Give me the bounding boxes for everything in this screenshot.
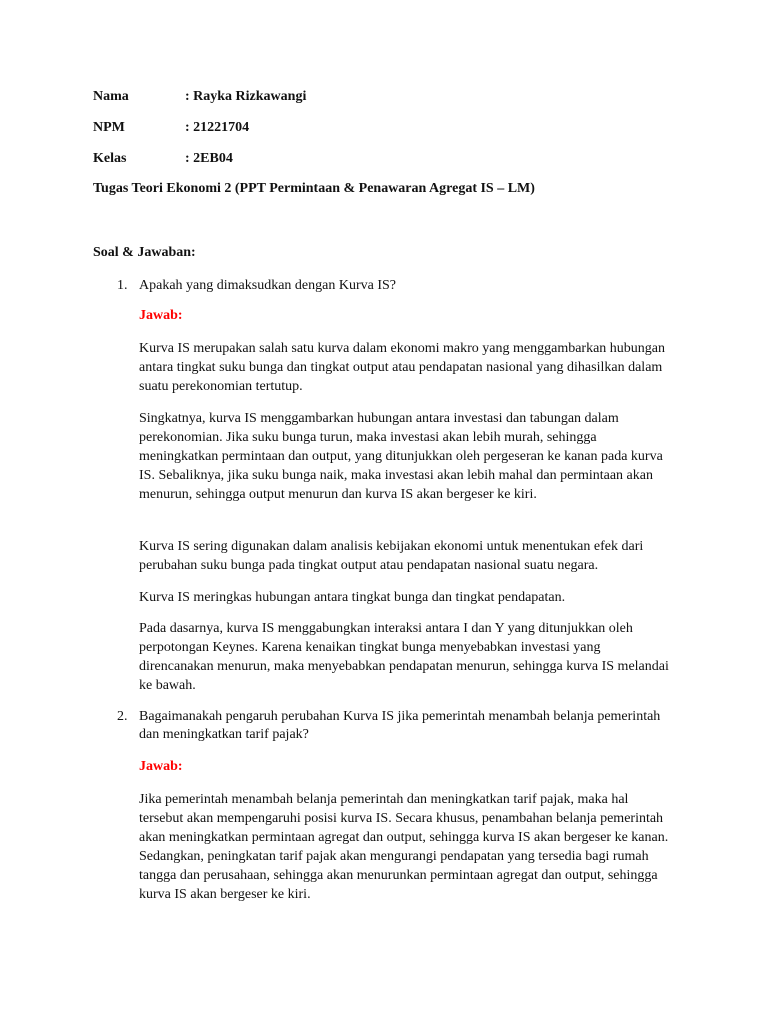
answer-2-paragraph-1: Jika pemerintah menambah belanja pemerintah dan meningkatkan tarif pajak, maka hal tersebut akan mempengaruhi posisi kurva IS. Secara khusus, penambahan belanja pemerintah akan meningkatkan permintaan agregat dan output, sehingga kurva IS akan bergeser ke kanan. Sedangkan, peningkatan tarif pajak akan mengurangi pendapatan yang tersedia bagi rumah tangga dan perusahaan, sehingga akan menurunkan permintaan agregat dan output, sehingga kurva IS akan bergeser ke kiri.	[139, 792, 669, 902]
answer-1-paragraph-1: Kurva IS merupakan salah satu kurva dalam ekonomi makro yang menggambarkan hubungan antara tingkat suku bunga dan tingkat output atau pendapatan nasional yang dihasilkan dalam suatu perekonomian tertutup.	[139, 341, 666, 394]
question-2-number: 2.	[117, 709, 128, 724]
question-1	[117, 277, 677, 295]
section-heading: Soal & Jawaban:	[93, 245, 196, 260]
document-title: Tugas Teori Ekonomi 2 (PPT Permintaan & Penawaran Agregat IS – LM)	[93, 181, 535, 196]
question-2	[117, 708, 677, 744]
answer-1-paragraph-3: Kurva IS sering digunakan dalam analisis kebijakan ekonomi untuk menentukan efek dari perubahan suku bunga pada tingkat output atau pendapatan nasional suatu negara.	[139, 539, 644, 573]
question-2-text: Bagaimanakah pengaruh perubahan Kurva IS jika pemerintah menambah belanja pemerintah dan meningkatkan tarif pajak?	[139, 709, 661, 742]
answer-1-paragraph-4: Kurva IS meringkas hubungan antara tingkat bunga dan tingkat pendapatan.	[139, 590, 566, 605]
npm-value: : 21221704	[185, 120, 250, 135]
answer-1-paragraph-5: Pada dasarnya, kurva IS menggabungkan interaksi antara I dan Y yang ditunjukkan oleh perpotongan Keynes. Karena kenaikan tingkat bunga menyebabkan investasi yang direncanakan menurun, maka menyebabkan pendapatan menurun, sehingga kurva IS melandai ke bawah.	[139, 621, 669, 693]
kelas-label: Kelas	[93, 151, 127, 166]
question-2-answer-label: Jawab:	[139, 759, 183, 774]
question-1-number: 1.	[117, 278, 128, 293]
nama-value: : Rayka Rizkawangi	[185, 89, 307, 104]
question-1-text: Apakah yang dimaksudkan dengan Kurva IS?	[139, 278, 396, 293]
nama-row	[93, 89, 306, 105]
answer-1-paragraph-2: Singkatnya, kurva IS menggambarkan hubungan antara investasi dan tabungan dalam perekonomian. Jika suku bunga turun, maka investasi akan lebih murah, sehingga meningkatkan permintaan dan output, yang ditunjukkan oleh pergeseran ke kanan pada kurva IS. Sebaliknya, jika suku bunga naik, maka investasi akan lebih mahal dan permintaan akan menurun, sehingga output menurun dan kurva IS akan bergeser ke kiri.	[139, 411, 663, 502]
npm-label: NPM	[93, 120, 125, 135]
npm-row	[93, 120, 249, 136]
kelas-value: : 2EB04	[185, 151, 233, 166]
question-1-answer-label: Jawab:	[139, 308, 183, 323]
kelas-row	[93, 151, 233, 167]
nama-label: Nama	[93, 89, 129, 104]
